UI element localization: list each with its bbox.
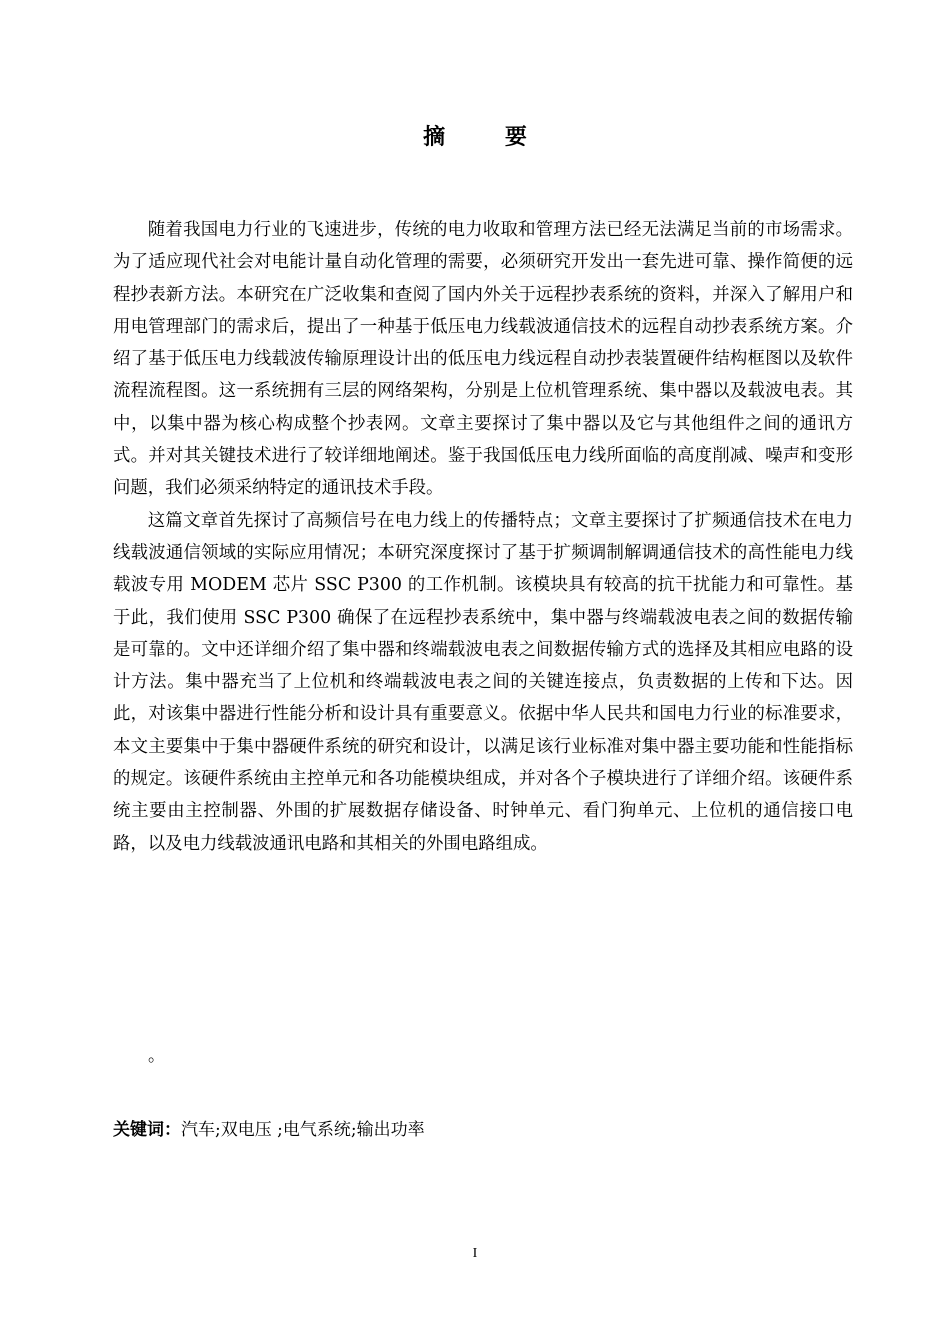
- abstract-paragraph-1: 随着我国电力行业的飞速进步，传统的电力收取和管理方法已经无法满足当前的市场需求。为了适应现代社会对电能计量自动化管理的需要，必须研究开发出一套先进可靠、操作简便的远程抄表新方法。本研究在广泛收集和查阅了国内外关于远程抄表系统的资料，并深入了解用户和用电管理部门的需求后，提出了一种基于低压电力线载波通信技术的远程自动抄表系统方案。介绍了基于低压电力线载波传输原理设计出的低压电力线远程自动抄表装置硬件结构框图以及软件流程流程图。这一系统拥有三层的网络架构，分别是上位机管理系统、集中器以及载波电表。其中，以集中器为核心构成整个抄表网。文章主要探讨了集中器以及它与其他组件之间的通讯方式。并对其关键技术进行了较详细地阐述。鉴于我国低压电力线所面临的高度削减、噪声和变形问题，我们必须采纳特定的通讯技术手段。: [113, 220, 853, 499]
- keywords-label: 关键词：: [113, 1120, 181, 1140]
- page-title: 摘 要: [423, 125, 553, 150]
- stray-period: 。: [148, 1046, 165, 1066]
- page-number: I: [472, 1246, 478, 1261]
- abstract-body: [113, 214, 853, 860]
- keywords-value: 汽车;双电压 ;电气系统;输出功率: [181, 1120, 425, 1140]
- abstract-paragraph-2: 这篇文章首先探讨了高频信号在电力线上的传播特点；文章主要探讨了扩频通信技术在电力线载波通信领域的实际应用情况；本研究深度探讨了基于扩频调制解调通信技术的高性能电力线载波专用 MODEM 芯片 SSC P300 的工作机制。该模块具有较高的抗干扰能力和可靠性。基于此，我们使用 SSC P300 确保了在远程抄表系统中，集中器与终端载波电表之间的数据传输是可靠的。文中还详细介绍了集中器和终端载波电表之间数据传输方式的选择及其相应电路的设计方法。集中器充当了上位机和终端载波电表之间的关键连接点，负责数据的上传和下达。因此，对该集中器进行性能分析和设计具有重要意义。依据中华人民共和国电力行业的标准要求，本文主要集中于集中器硬件系统的研究和设计，以满足该行业标准对集中器主要功能和性能指标的规定。该硬件系统由主控单元和各功能模块组成，并对各个子模块进行了详细介绍。该硬件系统主要由主控制器、外围的扩展数据存储设备、时钟单元、看门狗单元、上位机的通信接口电路，以及电力线载波通讯电路和其相关的外围电路组成。: [113, 510, 853, 854]
- keywords-line: [113, 1114, 853, 1146]
